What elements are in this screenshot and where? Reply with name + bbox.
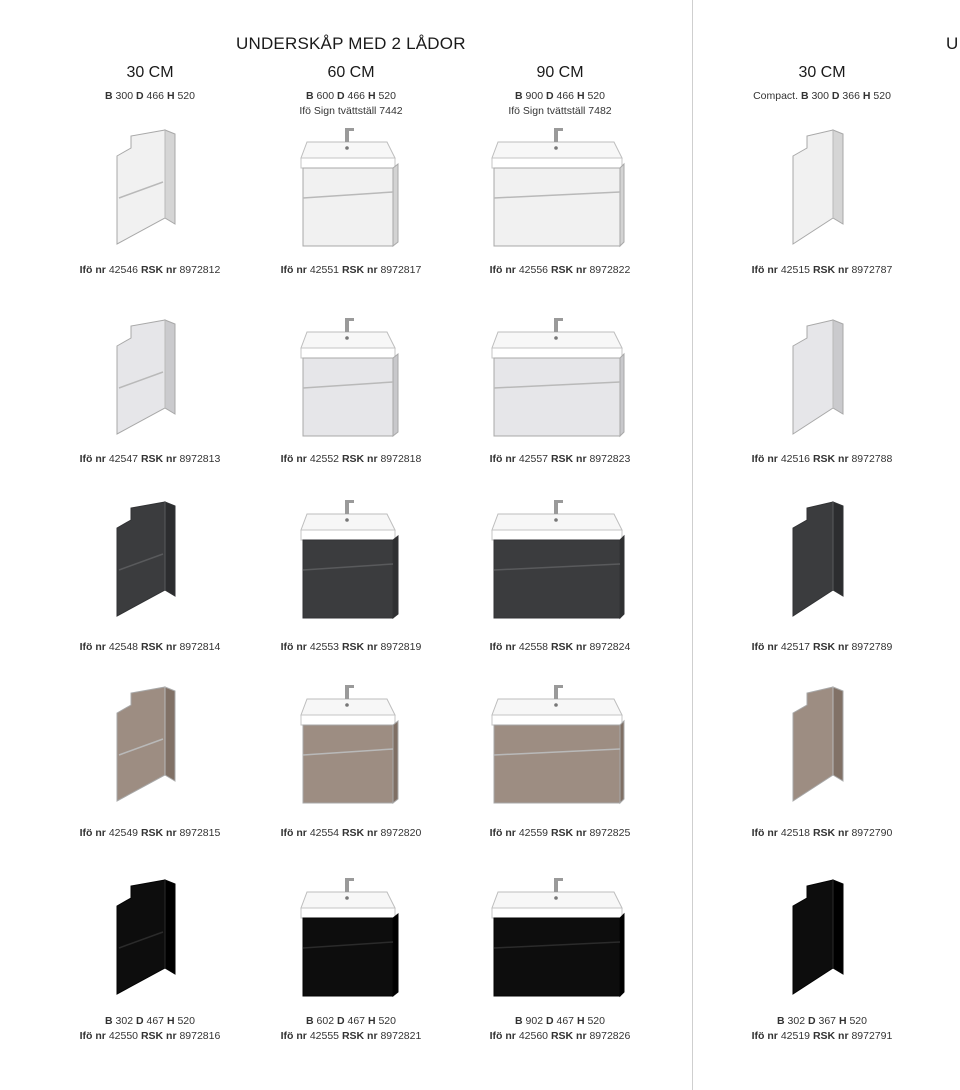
rsk-label: RSK nr: [341, 264, 378, 276]
article-line: [460, 452, 660, 467]
ifo-label: Ifö nr: [79, 641, 106, 653]
rsk-number: 8972823: [589, 453, 631, 465]
column-dimensions: [50, 89, 250, 104]
dimension-label: H: [576, 1015, 585, 1027]
rsk-number: 8972813: [179, 453, 221, 465]
article-numbers: [722, 263, 922, 278]
article-line: [256, 640, 446, 655]
rsk-number: 8972791: [851, 1030, 893, 1042]
dimension-value: 600: [316, 90, 335, 102]
rsk-label: RSK nr: [140, 827, 177, 839]
cabinet-image: [50, 505, 250, 630]
rsk-label: RSK nr: [341, 1030, 378, 1042]
dimension-value: 520: [587, 1015, 605, 1027]
product-column: [722, 0, 922, 1090]
rsk-number: 8972815: [179, 827, 221, 839]
ifo-number: 42518: [780, 827, 811, 839]
rsk-number: 8972822: [589, 264, 631, 276]
rsk-number: 8972821: [380, 1030, 422, 1042]
article-numbers: [50, 263, 250, 278]
dimension-value: 520: [587, 90, 605, 102]
dimension-value: 520: [378, 90, 396, 102]
rsk-number: 8972826: [589, 1030, 631, 1042]
article-line: [50, 640, 250, 655]
article-line: [50, 1029, 250, 1044]
cabinet-image: [460, 880, 660, 1008]
article-numbers: [256, 263, 446, 278]
dimension-line: [460, 89, 660, 104]
dimension-label: D: [135, 1015, 144, 1027]
next-page-edge-text: U: [946, 34, 959, 53]
article-numbers: [722, 452, 922, 467]
dimension-label: H: [838, 1015, 847, 1027]
rsk-label: RSK nr: [140, 453, 177, 465]
rsk-label: RSK nr: [140, 264, 177, 276]
ifo-label: Ifö nr: [489, 641, 516, 653]
ifo-label: Ifö nr: [751, 453, 778, 465]
cabinet-image: [50, 320, 250, 448]
dimension-label: H: [367, 1015, 376, 1027]
ifo-label: Ifö nr: [489, 827, 516, 839]
rsk-label: RSK nr: [140, 641, 177, 653]
article-numbers: [460, 826, 660, 841]
ifo-number: 42550: [108, 1030, 139, 1042]
dimension-value: 302: [787, 1015, 806, 1027]
ifo-label: Ifö nr: [751, 1030, 778, 1042]
section-title: UNDERSKÅP MED 2 LÅDOR: [236, 34, 466, 53]
rsk-label: RSK nr: [341, 453, 378, 465]
ifo-number: 42558: [518, 641, 549, 653]
cabinet-image: [50, 690, 250, 815]
ifo-number: 42549: [108, 827, 139, 839]
ifo-number: 42547: [108, 453, 139, 465]
rsk-number: 8972789: [851, 641, 893, 653]
dimension-label: B: [306, 1015, 314, 1027]
dimension-value: 466: [556, 90, 575, 102]
article-line: [256, 452, 446, 467]
rsk-label: RSK nr: [550, 641, 587, 653]
dimension-label: B: [105, 90, 113, 102]
cabinet-image: [722, 505, 922, 630]
ifo-number: 42551: [309, 264, 340, 276]
dimension-label: H: [367, 90, 376, 102]
article-numbers: [460, 452, 660, 467]
ifo-number: 42515: [780, 264, 811, 276]
article-numbers: [50, 452, 250, 467]
dimension-value: 520: [849, 1015, 867, 1027]
article-numbers: [50, 826, 250, 841]
cabinet-image: [460, 320, 660, 448]
ifo-number: 42519: [780, 1030, 811, 1042]
ifo-label: Ifö nr: [79, 1030, 106, 1042]
cabinet-image: [256, 690, 446, 815]
dimension-value: 467: [347, 1015, 366, 1027]
product-column: [50, 0, 250, 1090]
article-numbers: [256, 640, 446, 655]
article-numbers: [256, 1014, 446, 1044]
dimension-line: [722, 1014, 922, 1029]
cabinet-image: [256, 505, 446, 630]
article-numbers: [50, 1014, 250, 1044]
cabinet-image: [460, 130, 660, 258]
sink-label: Ifö Sign tvättställ 7442: [299, 105, 403, 117]
rsk-label: RSK nr: [812, 641, 849, 653]
column-heading: 90 CM: [536, 64, 584, 81]
rsk-label: RSK nr: [812, 453, 849, 465]
page-divider: [692, 0, 693, 1090]
dimension-prefix: Compact.: [753, 90, 799, 102]
rsk-number: 8972820: [380, 827, 422, 839]
dimension-line: [50, 1014, 250, 1029]
cabinet-image: [722, 690, 922, 815]
rsk-label: RSK nr: [812, 827, 849, 839]
dimension-label: H: [166, 90, 175, 102]
rsk-number: 8972818: [380, 453, 422, 465]
rsk-label: RSK nr: [140, 1030, 177, 1042]
ifo-number: 42559: [518, 827, 549, 839]
sink-label: Ifö Sign tvättställ 7482: [508, 105, 612, 117]
cabinet-image: [256, 880, 446, 1008]
ifo-label: Ifö nr: [79, 264, 106, 276]
dimension-value: 520: [177, 1015, 195, 1027]
rsk-label: RSK nr: [550, 1030, 587, 1042]
ifo-number: 42560: [518, 1030, 549, 1042]
dimension-line: [256, 89, 446, 104]
rsk-label: RSK nr: [341, 641, 378, 653]
ifo-number: 42556: [518, 264, 549, 276]
rsk-number: 8972788: [851, 453, 893, 465]
rsk-label: RSK nr: [341, 827, 378, 839]
dimension-value: 902: [525, 1015, 544, 1027]
dimension-value: 300: [811, 90, 829, 102]
dimension-label: H: [166, 1015, 175, 1027]
article-line: [460, 263, 660, 278]
dimension-value: 302: [115, 1015, 134, 1027]
product-column: [460, 0, 660, 1090]
ifo-number: 42546: [108, 264, 139, 276]
article-numbers: [256, 826, 446, 841]
cabinet-image: [460, 690, 660, 815]
ifo-label: Ifö nr: [280, 641, 307, 653]
dimension-line: [460, 1014, 660, 1029]
dimension-value: 602: [316, 1015, 335, 1027]
rsk-number: 8972787: [851, 264, 893, 276]
cabinet-image: [460, 505, 660, 630]
ifo-label: Ifö nr: [489, 264, 516, 276]
cabinet-image: [50, 880, 250, 1008]
dimension-label: B: [515, 90, 523, 102]
ifo-label: Ifö nr: [280, 1030, 307, 1042]
ifo-label: Ifö nr: [751, 264, 778, 276]
dimension-value: 900: [525, 90, 544, 102]
column-dimensions: [256, 89, 446, 119]
article-line: [256, 263, 446, 278]
cabinet-image: [50, 130, 250, 258]
article-line: [460, 826, 660, 841]
dimension-label: D: [336, 90, 345, 102]
dimension-label: H: [862, 90, 871, 102]
dimension-label: D: [545, 90, 554, 102]
cabinet-image: [256, 320, 446, 448]
rsk-number: 8972812: [179, 264, 221, 276]
ifo-number: 42555: [309, 1030, 340, 1042]
cabinet-image: [722, 880, 922, 1008]
column-heading: 60 CM: [327, 64, 375, 81]
article-line: [722, 640, 922, 655]
rsk-number: 8972819: [380, 641, 422, 653]
ifo-label: Ifö nr: [751, 827, 778, 839]
ifo-label: Ifö nr: [751, 641, 778, 653]
article-line: [722, 452, 922, 467]
dimension-label: B: [306, 90, 314, 102]
dimension-value: 467: [556, 1015, 575, 1027]
ifo-label: Ifö nr: [280, 453, 307, 465]
dimension-label: D: [545, 1015, 554, 1027]
dimension-label: D: [336, 1015, 345, 1027]
article-line: [50, 263, 250, 278]
ifo-number: 42552: [309, 453, 340, 465]
ifo-label: Ifö nr: [489, 453, 516, 465]
ifo-label: Ifö nr: [79, 453, 106, 465]
dimension-value: 520: [873, 90, 891, 102]
article-numbers: [722, 640, 922, 655]
rsk-number: 8972790: [851, 827, 893, 839]
ifo-number: 42557: [518, 453, 549, 465]
column-dimensions: [460, 89, 660, 119]
dimension-label: B: [515, 1015, 523, 1027]
ifo-number: 42554: [309, 827, 340, 839]
dimension-label: B: [800, 90, 809, 102]
article-line: [722, 826, 922, 841]
article-line: [722, 1029, 922, 1044]
dimension-label: B: [105, 1015, 113, 1027]
dimension-line: [256, 1014, 446, 1029]
dimension-line: [50, 89, 250, 104]
rsk-label: RSK nr: [550, 827, 587, 839]
rsk-number: 8972816: [179, 1030, 221, 1042]
article-line: [460, 640, 660, 655]
dimension-label: B: [777, 1015, 785, 1027]
dimension-line: [722, 89, 922, 104]
dimension-value: 367: [818, 1015, 837, 1027]
article-numbers: [722, 826, 922, 841]
column-dimensions: [722, 89, 922, 104]
dimension-value: 520: [378, 1015, 396, 1027]
rsk-label: RSK nr: [812, 1030, 849, 1042]
cabinet-image: [722, 130, 922, 258]
article-line: [256, 1029, 446, 1044]
article-numbers: [50, 640, 250, 655]
dimension-value: 520: [177, 90, 195, 102]
rsk-label: RSK nr: [812, 264, 849, 276]
dimension-value: 366: [842, 90, 860, 102]
ifo-label: Ifö nr: [79, 827, 106, 839]
rsk-number: 8972825: [589, 827, 631, 839]
cabinet-image: [722, 320, 922, 448]
article-numbers: [460, 263, 660, 278]
article-numbers: [256, 452, 446, 467]
article-numbers: [460, 1014, 660, 1044]
column-heading: 30 CM: [798, 64, 846, 81]
dimension-value: 466: [146, 90, 165, 102]
article-line: [50, 452, 250, 467]
dimension-value: 466: [347, 90, 366, 102]
ifo-label: Ifö nr: [280, 827, 307, 839]
rsk-label: RSK nr: [550, 264, 587, 276]
dimension-label: H: [576, 90, 585, 102]
dimension-label: D: [135, 90, 144, 102]
article-line: [256, 826, 446, 841]
article-line: [722, 263, 922, 278]
article-line: [50, 826, 250, 841]
column-heading: 30 CM: [126, 64, 174, 81]
dimension-label: D: [807, 1015, 816, 1027]
article-numbers: [722, 1014, 922, 1044]
ifo-label: Ifö nr: [280, 264, 307, 276]
rsk-number: 8972824: [589, 641, 631, 653]
dimension-value: 467: [146, 1015, 165, 1027]
product-column: [256, 0, 446, 1090]
ifo-number: 42553: [309, 641, 340, 653]
dimension-label: D: [831, 90, 840, 102]
ifo-number: 42516: [780, 453, 811, 465]
rsk-number: 8972814: [179, 641, 221, 653]
cabinet-image: [256, 130, 446, 258]
article-line: [460, 1029, 660, 1044]
article-numbers: [460, 640, 660, 655]
ifo-number: 42517: [780, 641, 811, 653]
rsk-label: RSK nr: [550, 453, 587, 465]
rsk-number: 8972817: [380, 264, 422, 276]
dimension-value: 300: [115, 90, 134, 102]
ifo-label: Ifö nr: [489, 1030, 516, 1042]
ifo-number: 42548: [108, 641, 139, 653]
